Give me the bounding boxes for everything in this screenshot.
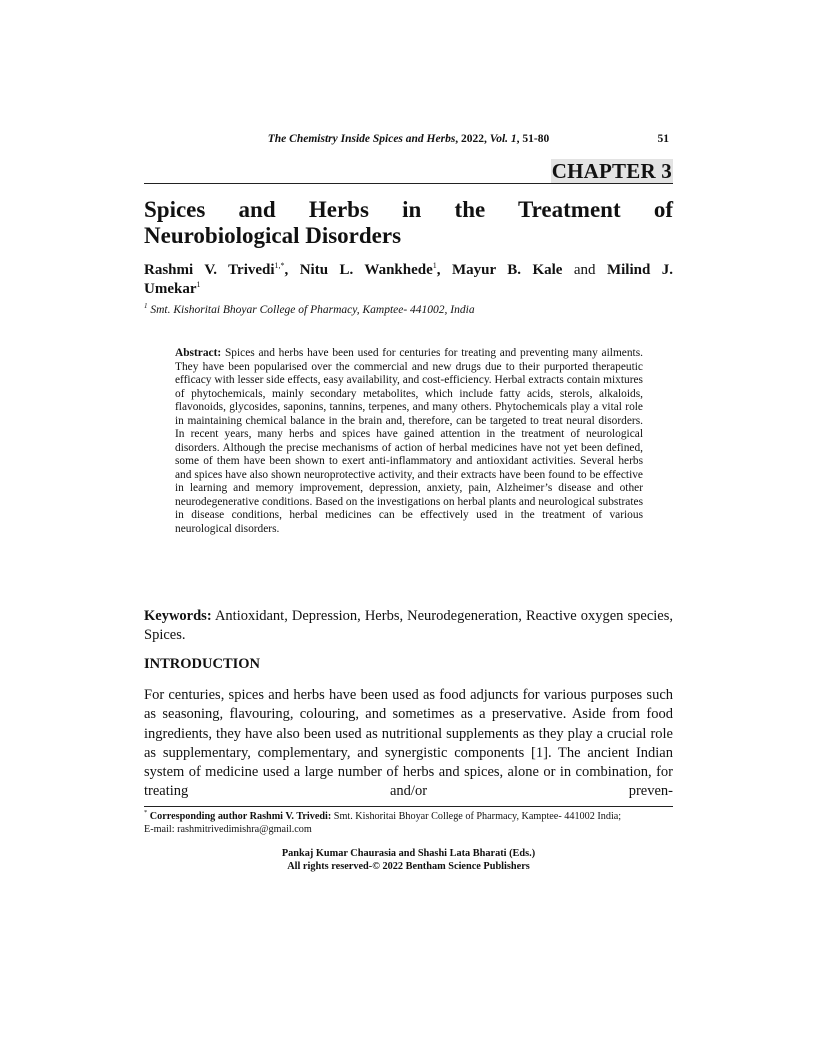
- author-line-2: [144, 281, 201, 297]
- book-pages: , 51-80: [516, 133, 550, 145]
- running-head: [144, 133, 673, 149]
- footnote: [144, 810, 673, 836]
- author-name: Rashmi V. Trivedi: [144, 262, 275, 278]
- abstract-label: Abstract:: [175, 347, 222, 359]
- author-affiliation-mark: 1,*: [274, 261, 285, 270]
- author-name: Umekar: [144, 281, 197, 297]
- chapter-title-line-1: Spices and Herbs in the Treatment of: [144, 197, 673, 222]
- chapter-title: [144, 197, 673, 249]
- affiliation: [144, 304, 673, 316]
- affiliation-text: Smt. Kishoritai Bhoyar College of Pharmacy, Kamptee- 441002, India: [147, 304, 475, 316]
- book-title: The Chemistry Inside Spices and Herbs: [267, 133, 456, 145]
- publisher-imprint: [144, 847, 673, 873]
- keywords: [144, 607, 673, 645]
- book-year: , 2022,: [455, 133, 490, 145]
- author-list: [144, 261, 673, 299]
- author-separator: ,: [436, 262, 452, 278]
- chapter-label: CHAPTER 3: [551, 159, 672, 183]
- affiliation-mark: 1: [144, 302, 148, 310]
- footnote-mark: *: [144, 809, 148, 816]
- introduction-paragraph: For centuries, spices and herbs have been used as food adjuncts for various purposes such as seasoning, flavouring, colouring, and sometimes as a preservative. Aside from food ingredients, they have also been used as nutritional supplements as they play a crucial role as supplementary, complementary, and synergistic components [1]. The ancient Indian system of medicine used a large number of herbs and spices, alone or in combination, for treating and/or preven-: [144, 687, 673, 800]
- book-volume: Vol. 1: [489, 133, 517, 145]
- author-and: and: [562, 262, 607, 278]
- abstract-text: Spices and herbs have been used for centuries for treating and preventing many ailments. They have been popularised over the commercial and new drugs due to their purported therapeutic efficacy with lesser side effects, easy availability, and cost-efficiency. Herbal extracts contain mixtures of phytochemicals, mainly secondary metabolites, which include fatty acids, sterols, alkaloids, flavonoids, glycosides, saponins, tannins, terpenes, and many others. Phytochemicals play a vital role in maintaining chemical balance in the brain and, therefore, can be targeted to treat neural disorders. In recent years, many herbs and spices have gained attention in the treatment of neurological disorders. Although the precise mechanisms of action of herbal medicines have not yet been defined, some of them have been shown to exert anti-inflammatory and antioxidant activities. Several herbs and spices have also shown neuroprotective activity, and their extracts have been found to be effective in learning and memory improvement, depression, anxiety, pain, Alzheimer’s disease and other neurodegenerative conditions. Based on the investigations on herbal plants and neurological substrates in disease conditions, herbal medicines can be effectively used in the treatment of various neurological disorders.: [175, 347, 643, 535]
- author-affiliation-mark: 1: [432, 261, 437, 270]
- running-head-citation: [144, 133, 673, 145]
- keywords-text: Antioxidant, Depression, Herbs, Neurodegeneration, Reactive oxygen species, Spices.: [144, 608, 673, 643]
- footnote-rule: [144, 806, 673, 807]
- abstract: [175, 347, 643, 536]
- chapter-title-line-2: Neurobiological Disorders: [144, 223, 402, 248]
- imprint-editors: Pankaj Kumar Chaurasia and Shashi Lata Bharati (Eds.): [281, 848, 536, 859]
- imprint-rights: All rights reserved-© 2022 Bentham Science Publishers: [287, 861, 530, 872]
- author-affiliation-mark: 1: [196, 280, 201, 289]
- footnote-email: E-mail: rashmitrivedimishra@gmail.com: [144, 824, 312, 835]
- author-name: Milind J.: [606, 262, 674, 278]
- author-name: Nitu L. Wankhede: [299, 262, 433, 278]
- section-heading-introduction: INTRODUCTION: [144, 656, 261, 672]
- keywords-label: Keywords:: [144, 608, 212, 624]
- chapter-rule: [144, 183, 673, 184]
- footnote-label: Corresponding author Rashmi V. Trivedi:: [147, 811, 332, 822]
- author-line-1: [144, 261, 673, 280]
- page-number: 51: [657, 133, 669, 145]
- author-name: Mayur B. Kale: [451, 262, 563, 278]
- footnote-text: Smt. Kishoritai Bhoyar College of Pharmacy, Kamptee- 441002 India;: [331, 811, 622, 822]
- author-separator: ,: [284, 262, 300, 278]
- book-page: [144, 0, 673, 1056]
- footnote-line-1: [144, 810, 673, 823]
